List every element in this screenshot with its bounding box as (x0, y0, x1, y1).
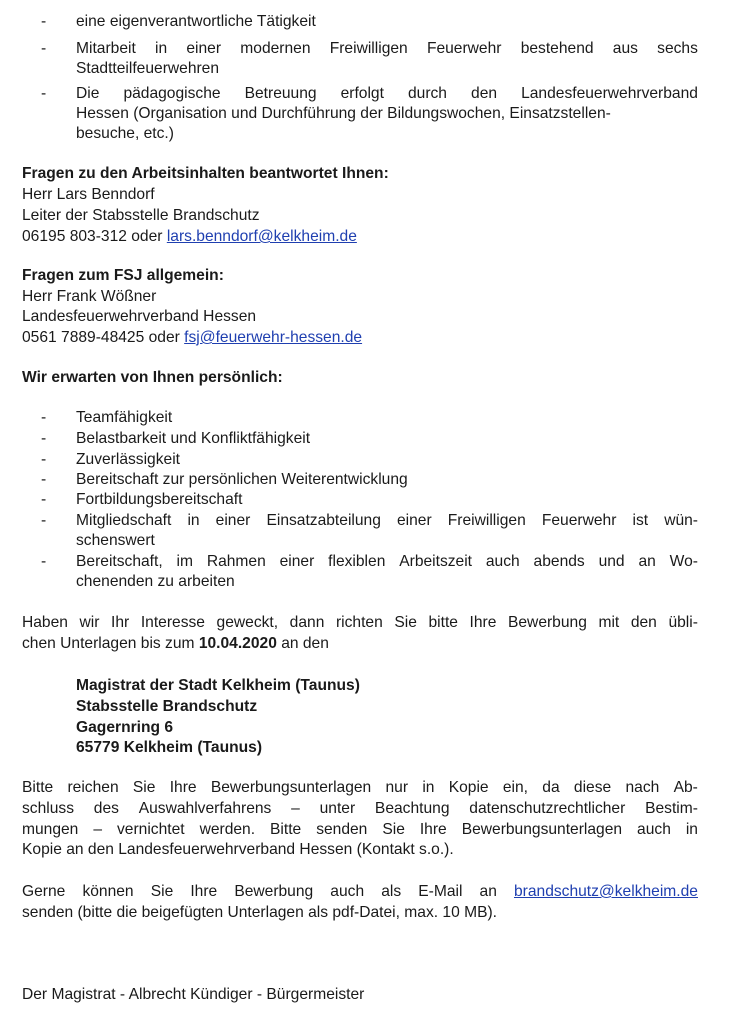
word: pädagogische (123, 85, 221, 102)
word: Sie (150, 883, 174, 900)
list-item: Belastbarkeit und Konfliktfähigkeit (76, 430, 311, 447)
word: in (685, 821, 698, 838)
word: werden. (199, 821, 256, 838)
word: in (187, 512, 200, 529)
word: Interesse (140, 614, 205, 631)
word: Freiwilligen (447, 512, 526, 529)
contact-email-link[interactable]: lars.benndorf@kelkheim.de (166, 228, 357, 245)
list-item: Fortbildungsbereitschaft (76, 491, 243, 508)
address-line: Magistrat der Stadt Kelkheim (Taunus) (76, 677, 360, 694)
word: ist (632, 512, 649, 529)
word: Arbeitszeit (399, 553, 473, 570)
word: einer (396, 512, 432, 529)
word: Freiwilligen (329, 40, 408, 57)
word: Ihre (469, 614, 497, 631)
word: Bestim- (645, 800, 698, 817)
word: Wo- (669, 553, 698, 570)
word: ein, (502, 779, 529, 796)
word: in (422, 779, 435, 796)
list-item: eine eigenverantwortliche Tätigkeit (76, 13, 316, 30)
contact-phone: 0561 7889-48425 oder (22, 329, 185, 346)
word: übli- (668, 614, 698, 631)
word: einer (215, 512, 251, 529)
word: Sie (394, 614, 417, 631)
word: Ihre (169, 779, 197, 796)
email-link[interactable]: brandschutz@kelkheim.de (513, 883, 698, 900)
word: Ihre (190, 883, 218, 900)
word: und (598, 553, 625, 570)
list-dash: - (41, 471, 47, 488)
section-heading: Wir erwarten von Ihnen persönlich: (22, 369, 283, 386)
word: Bitte (270, 821, 302, 838)
word: dann (289, 614, 325, 631)
word: Gerne (22, 883, 66, 900)
contact-name: Herr Lars Benndorf (22, 186, 155, 203)
word: Kopie (448, 779, 489, 796)
word: mit (598, 614, 620, 631)
list-item-line: Hessen (Organisation und Durchführung der Bildungswochen, Einsatzstellen- (76, 105, 611, 122)
contact-phone-line (22, 227, 357, 247)
word: Rahmen (206, 553, 266, 570)
word: nach (625, 779, 660, 796)
word: datenschutzrechtlicher (469, 800, 626, 817)
word: Bewerbung (234, 883, 314, 900)
word: geweckt, (216, 614, 279, 631)
word: auch (330, 883, 365, 900)
word: auch (637, 821, 671, 838)
word: Ihr (111, 614, 130, 631)
word: flexiblen (328, 553, 386, 570)
word: den (630, 614, 657, 631)
word: können (82, 883, 134, 900)
list-item: Zuverlässigkeit (76, 451, 180, 468)
list-dash: - (41, 512, 47, 529)
deadline-date: 10.04.2020 (198, 635, 277, 652)
word: senden (316, 821, 368, 838)
word: Ihre (419, 821, 447, 838)
list-dash: - (41, 13, 47, 30)
paragraph-line (22, 820, 698, 840)
word: richten (335, 614, 383, 631)
word: E-Mail (418, 883, 463, 900)
word: an (479, 883, 497, 900)
address-line: 65779 Kelkheim (Taunus) (76, 739, 263, 756)
word: da (542, 779, 560, 796)
word: Beachtung (374, 800, 450, 817)
list-dash: - (41, 553, 47, 570)
address-line: Gagernring 6 (76, 719, 174, 736)
paragraph-line: senden (bitte die beigefügten Unterlagen als pdf-Datei, max. 10 MB). (22, 904, 498, 921)
address-line: Stabsstelle Brandschutz (76, 698, 258, 715)
word: unter (319, 800, 356, 817)
word: Betreuung (244, 85, 317, 102)
word: einer (186, 40, 222, 57)
word: Mitarbeit (76, 40, 136, 57)
paragraph-line (22, 778, 698, 798)
word: Bitte (22, 779, 54, 796)
word: als (381, 883, 402, 900)
paragraph-line (22, 613, 698, 633)
word: Bewerbungsunterlagen (210, 779, 372, 796)
word: vernichtet (116, 821, 185, 838)
paragraph-line (22, 799, 698, 819)
word: wün- (664, 512, 698, 529)
word: Bewerbung (507, 614, 587, 631)
word: Sie (132, 779, 156, 796)
word: Feuerwehr (541, 512, 617, 529)
word: Haben (22, 614, 68, 631)
list-dash: - (41, 85, 47, 102)
word: Landesfeuerwehrverband (521, 85, 698, 102)
word: abends (533, 553, 585, 570)
word: Feuerwehr (426, 40, 502, 57)
word: Auswahlverfahrens (138, 800, 272, 817)
word: – (93, 821, 103, 838)
list-item-line (76, 511, 698, 531)
word: diese (573, 779, 612, 796)
contact-phone: 06195 803-312 oder (22, 228, 167, 245)
contact-org: Landesfeuerwehrverband Hessen (22, 308, 257, 325)
contact-email-link[interactable]: fsj@feuerwehr-hessen.de (184, 329, 363, 346)
paragraph-line (22, 634, 329, 654)
word: auch (485, 553, 520, 570)
word: Bereitschaft, (76, 553, 163, 570)
contact-heading: Fragen zu den Arbeitsinhalten beantwortet Ihnen: (22, 165, 389, 182)
list-item-line: besuche, etc.) (76, 125, 174, 142)
word: bestehend (520, 40, 594, 57)
word: aus (612, 40, 638, 57)
word: des (93, 800, 119, 817)
word: bitte (428, 614, 458, 631)
paragraph-line (22, 882, 698, 902)
word: in (155, 40, 168, 57)
word: wir (79, 614, 100, 631)
word: – (291, 800, 300, 817)
list-dash: - (41, 40, 47, 57)
paragraph-text: an den (276, 635, 329, 652)
signature: Der Magistrat - Albrecht Kündiger - Bürgermeister (22, 986, 365, 1003)
list-item: Bereitschaft zur persönlichen Weiterentwicklung (76, 471, 408, 488)
word: einer (279, 553, 315, 570)
word: sechs (657, 40, 698, 57)
word: mungen (22, 821, 79, 838)
list-item-line (76, 552, 698, 572)
list-dash: - (41, 430, 47, 447)
list-dash: - (41, 409, 47, 426)
word: Sie (382, 821, 405, 838)
list-item: Teamfähigkeit (76, 409, 173, 426)
contact-role: Leiter der Stabsstelle Brandschutz (22, 207, 260, 224)
list-item-line: chenenden zu arbeiten (76, 573, 235, 590)
word: erfolgt (340, 85, 384, 102)
word: durch (407, 85, 447, 102)
list-dash: - (41, 491, 47, 508)
word: im (176, 553, 193, 570)
word: Ab- (673, 779, 698, 796)
word: modernen (240, 40, 311, 57)
contact-name: Herr Frank Wößner (22, 288, 157, 305)
contact-phone-line (22, 328, 362, 348)
word: nur (385, 779, 409, 796)
word: Die (76, 85, 100, 102)
word: an (638, 553, 656, 570)
contact-heading: Fragen zum FSJ allgemein: (22, 267, 224, 284)
list-item-line (76, 84, 698, 104)
list-item-line: schenswert (76, 532, 155, 549)
paragraph-line: Kopie an den Landesfeuerwehrverband Hessen (Kontakt s.o.). (22, 841, 454, 858)
word: Mitgliedschaft (76, 512, 172, 529)
list-item-line: Stadtteilfeuerwehren (76, 60, 220, 77)
word: Einsatzabteilung (266, 512, 381, 529)
word: schluss (22, 800, 74, 817)
paragraph-text: chen Unterlagen bis zum (22, 635, 199, 652)
word: Bewerbungsunterlagen (461, 821, 623, 838)
word: reichen (67, 779, 119, 796)
list-item-line (76, 39, 698, 59)
word: den (471, 85, 498, 102)
list-dash: - (41, 451, 47, 468)
